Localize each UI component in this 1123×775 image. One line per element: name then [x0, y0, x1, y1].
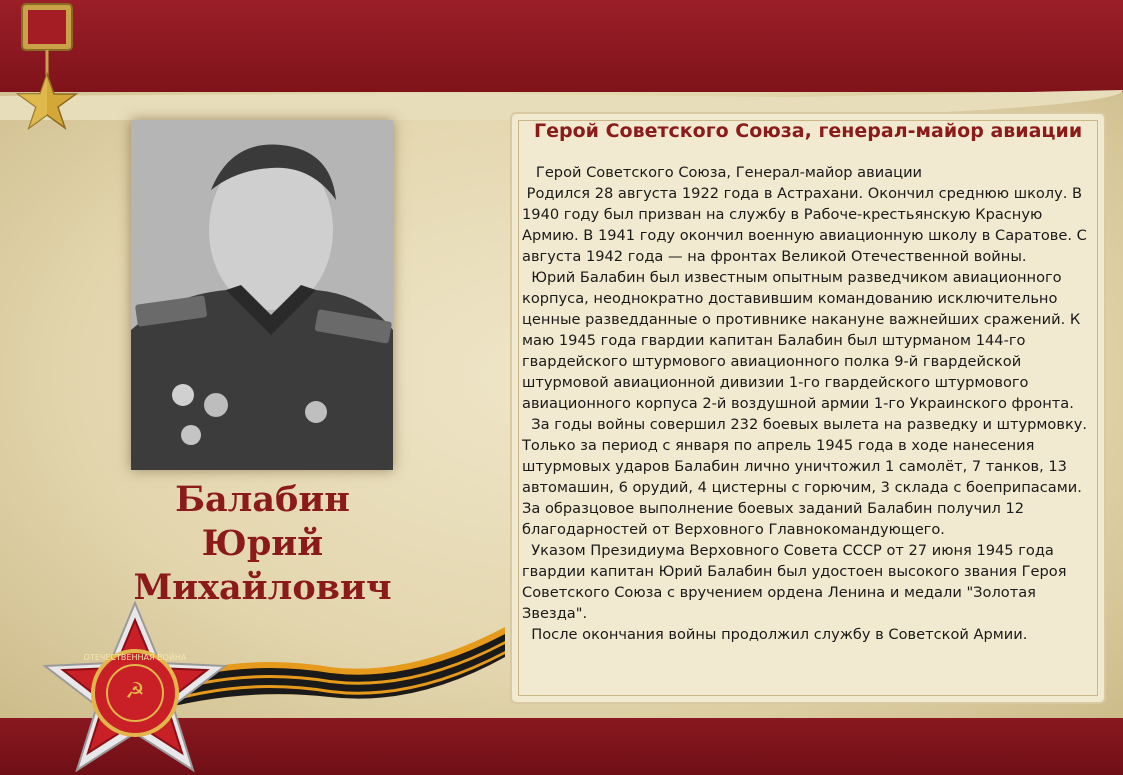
- svg-text:☭: ☭: [125, 679, 145, 704]
- biography-paragraph: Указом Президиума Верховного Совета СССР от 27 июня 1945 года гвардии капитан Юрий Балабин был удостоен высокого звания Героя Советского Союза с вручением ордена Ленина и медали "Золотая Звезда".: [522, 542, 1072, 622]
- order-ring-text: ОТЕЧЕСТВЕННАЯ ВОЙНА: [83, 653, 187, 662]
- first-name: Юрий: [201, 523, 324, 564]
- biography-text: [522, 162, 1092, 645]
- biography-paragraph: Юрий Балабин был известным опытным разведчиком авиационного корпуса, неоднократно доставившим командованию исключительно ценные разведданные о противнике накануне важнейших сражений. К маю 1945 года гвардии капитан Балабин был штурманом 144-го гвардейского штурмового авиационного полка 9-й гвардейской штурмовой авиационной дивизии 1-го гвардейского штурмового авиационного корпуса 2-й воздушной армии 1-го Украинского фронта.: [522, 269, 1085, 412]
- biography-paragraph: После окончания войны продолжил службу в Советской Армии.: [522, 626, 1028, 643]
- patronymic: Михайлович: [133, 567, 392, 608]
- gold-star-medal-icon: [8, 2, 86, 142]
- biography-paragraph: Родился 28 августа 1922 года в Астрахани. Окончил среднюю школу. В 1940 году был призван на службу в Рабоче-крестьянскую Красную Армию. В 1941 году окончил военную авиационную школу в Саратове. С августа 1942 года — на фронтах Великой Отечественной войны.: [522, 185, 1092, 265]
- surname: Балабин: [175, 479, 350, 520]
- portrait-photo: [131, 120, 393, 470]
- portrait-figure: [131, 120, 393, 470]
- biography-paragraph: За годы войны совершил 232 боевых вылета на разведку и штурмовку. Только за период с января по апрель 1945 года в ходе нанесения штурмовых ударов Балабин лично уничтожил 1 самолёт, 7 танков, 13 автомашин, 6 орудий, 4 цистерны с горючим, 3 склада с боеприпасами. За образцовое выполнение боевых заданий Балабин получил 12 благодарностей от Верховного Главнокомандующего.: [522, 416, 1092, 538]
- order-patriotic-war-icon: [35, 598, 235, 775]
- hero-name: [100, 478, 425, 610]
- biography-paragraph: Герой Советского Союза, Генерал-майор авиации: [522, 164, 923, 181]
- top-red-band: [0, 0, 1123, 100]
- biography-heading: Герой Советского Союза, генерал-майор авиации: [534, 120, 1083, 142]
